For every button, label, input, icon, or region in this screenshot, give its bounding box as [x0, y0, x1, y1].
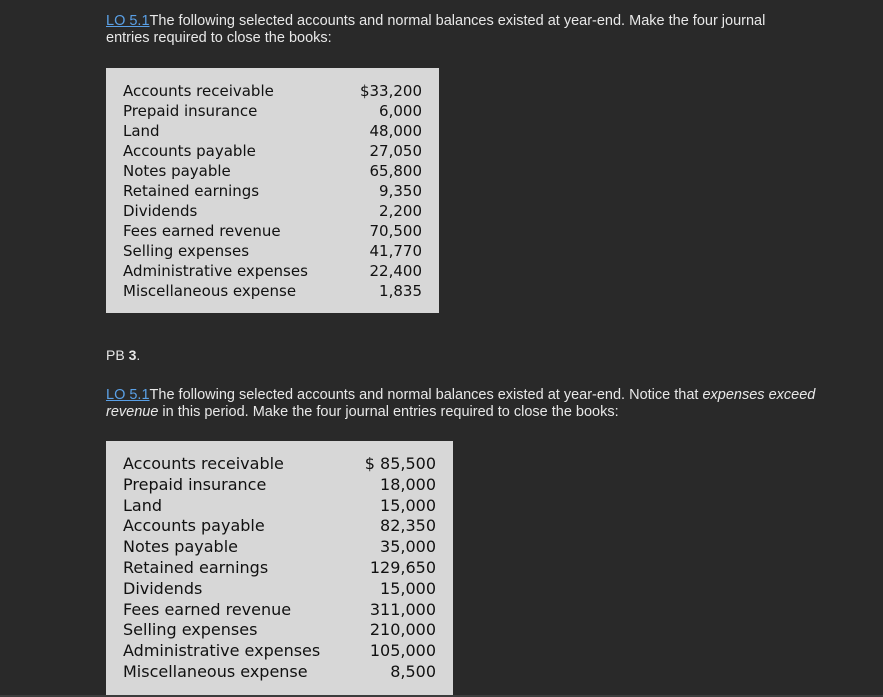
table-row [123, 662, 436, 683]
problem-a-intro [106, 13, 806, 47]
account-name: Fees earned revenue [123, 599, 292, 619]
account-balance: 22,400 [369, 262, 422, 280]
account-balance: 105,000 [369, 641, 436, 661]
account-name: Accounts payable [123, 516, 265, 536]
account-name: Administrative expenses [123, 262, 308, 280]
problem-b-text-before: The following selected accounts and normal balances existed at year-end. Notice that [149, 387, 703, 403]
account-balance: 15,000 [380, 495, 436, 515]
account-name: Miscellaneous expense [123, 282, 297, 300]
table-row [123, 558, 436, 579]
accounts-table-a [106, 68, 439, 313]
table-row [123, 161, 422, 181]
table-row [123, 496, 436, 517]
account-name: Land [123, 495, 163, 515]
account-balance: 2,200 [379, 202, 422, 220]
table-row [123, 641, 436, 662]
account-name: Accounts receivable [123, 454, 284, 473]
account-name: Notes payable [123, 162, 231, 180]
table-row [123, 81, 422, 101]
account-balance: 35,000 [380, 537, 436, 557]
table-row [123, 221, 422, 241]
account-balance: 8,500 [390, 661, 436, 681]
pb-heading [106, 347, 140, 363]
table-row [123, 141, 422, 161]
table-row [123, 454, 436, 475]
table-row [123, 516, 436, 537]
table-row [123, 281, 422, 301]
accounts-table-a-rows [123, 81, 422, 301]
table-row [123, 600, 436, 621]
account-name: Land [123, 122, 160, 140]
account-name: Retained earnings [123, 557, 269, 577]
account-name: Prepaid insurance [123, 102, 258, 120]
account-name: Notes payable [123, 537, 238, 557]
account-balance: 1,835 [379, 282, 422, 300]
pb-prefix: PB [106, 347, 129, 363]
account-balance: 27,050 [369, 142, 422, 160]
table-row [123, 620, 436, 641]
account-balance: $ 85,500 [364, 454, 436, 473]
account-name: Miscellaneous expense [123, 661, 308, 681]
account-balance: $33,200 [359, 82, 422, 100]
account-name: Fees earned revenue [123, 222, 281, 240]
lo-link-a[interactable]: LO 5.1 [106, 13, 150, 29]
accounts-table-b-rows [123, 454, 436, 683]
table-row [123, 579, 436, 600]
account-name: Accounts receivable [123, 82, 274, 100]
account-name: Accounts payable [123, 142, 256, 160]
problem-b-text-after: in this period. Make the four journal entries required to close the books: [158, 404, 619, 420]
account-balance: 41,770 [369, 242, 422, 260]
table-row [123, 261, 422, 281]
account-balance: 9,350 [379, 182, 422, 200]
accounts-table-b [106, 441, 453, 697]
account-balance: 18,000 [380, 474, 436, 494]
account-balance: 82,350 [380, 516, 436, 536]
account-balance: 65,800 [369, 162, 422, 180]
table-row [123, 201, 422, 221]
account-name: Dividends [123, 578, 203, 598]
account-balance: 311,000 [369, 599, 436, 619]
account-balance: 210,000 [369, 620, 436, 640]
account-name: Selling expenses [123, 620, 258, 640]
problem-a-text: The following selected accounts and normal balances existed at year-end. Make the four journal entries required to close the books: [106, 13, 766, 46]
account-name: Dividends [123, 202, 198, 220]
table-row [123, 101, 422, 121]
account-balance: 15,000 [380, 578, 436, 598]
account-balance: 129,650 [369, 557, 436, 577]
table-row [123, 181, 422, 201]
table-row [123, 475, 436, 496]
pb-number: 3 [128, 347, 137, 363]
pb-suffix: . [136, 347, 141, 363]
table-row [123, 537, 436, 558]
account-name: Retained earnings [123, 182, 260, 200]
table-row [123, 121, 422, 141]
problem-b-intro [106, 387, 816, 421]
account-balance: 70,500 [369, 222, 422, 240]
account-balance: 48,000 [369, 122, 422, 140]
table-row [123, 241, 422, 261]
account-name: Administrative expenses [123, 641, 321, 661]
account-balance: 6,000 [379, 102, 422, 120]
account-name: Selling expenses [123, 242, 250, 260]
account-name: Prepaid insurance [123, 474, 267, 494]
lo-link-b[interactable]: LO 5.1 [106, 387, 150, 403]
problem-b-emphasis: expenses exceed revenue [106, 387, 816, 420]
